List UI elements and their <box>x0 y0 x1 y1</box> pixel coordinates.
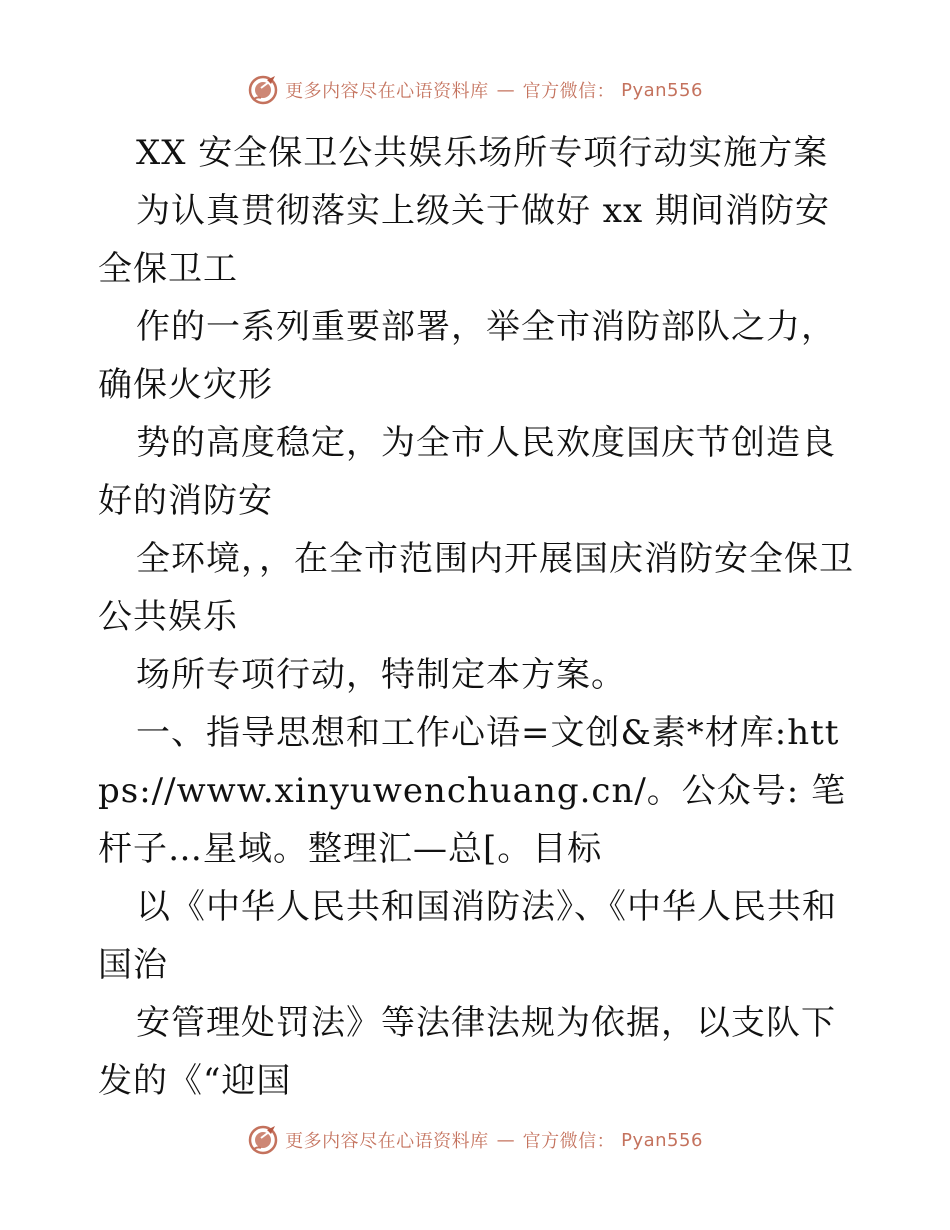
watermark-official-label: 官方微信： <box>522 81 616 102</box>
paragraph-7: 以《中华人民共和国消防法》、《中华人民共和国治 <box>98 887 837 985</box>
paragraph-3: 势的高度稳定，为全市人民欢度国庆节创造良好的消防安 <box>98 423 836 521</box>
paragraph-8: 安管理处罚法》等法律法规为依据，以支队下发的《“迎国 <box>98 1003 836 1101</box>
watermark-separator: — <box>496 79 515 101</box>
paragraph-1: 为认真贯彻落实上级关于做好 xx 期间消防安全保卫工 <box>98 191 830 289</box>
fountain-pen-seal-icon <box>247 74 279 106</box>
paragraph-2: 作的一系列重要部署，举全市消防部队之力，确保火灾形 <box>98 307 836 405</box>
footer-watermark-banner <box>0 1120 950 1160</box>
watermark-wechat-id: Pyan556 <box>621 1129 703 1151</box>
watermark-separator: — <box>496 1129 515 1151</box>
watermark-official-label: 官方微信： <box>522 1131 616 1152</box>
paragraph-5: 场所专项行动，特制定本方案。 <box>136 655 626 695</box>
fountain-pen-seal-icon <box>247 1124 279 1156</box>
watermark-wechat-id: Pyan556 <box>621 79 703 101</box>
document-body <box>98 124 858 1110</box>
paragraph-6: 一、指导思想和工作心语=文创&素*材库:https://www.xinyuwenchuang.cn/。公众号: 笔杆子…星域。整理汇—总[。目标 <box>98 713 847 869</box>
header-watermark-banner <box>0 70 950 110</box>
paragraph-4: 全环境，，在全市范围内开展国庆消防安全保卫公共娱乐 <box>98 539 854 637</box>
watermark-main-text: 更多内容尽在心语资料库 <box>285 1131 489 1152</box>
document-title: XX 安全保卫公共娱乐场所专项行动实施方案 <box>136 133 829 173</box>
watermark-main-text: 更多内容尽在心语资料库 <box>285 81 489 102</box>
